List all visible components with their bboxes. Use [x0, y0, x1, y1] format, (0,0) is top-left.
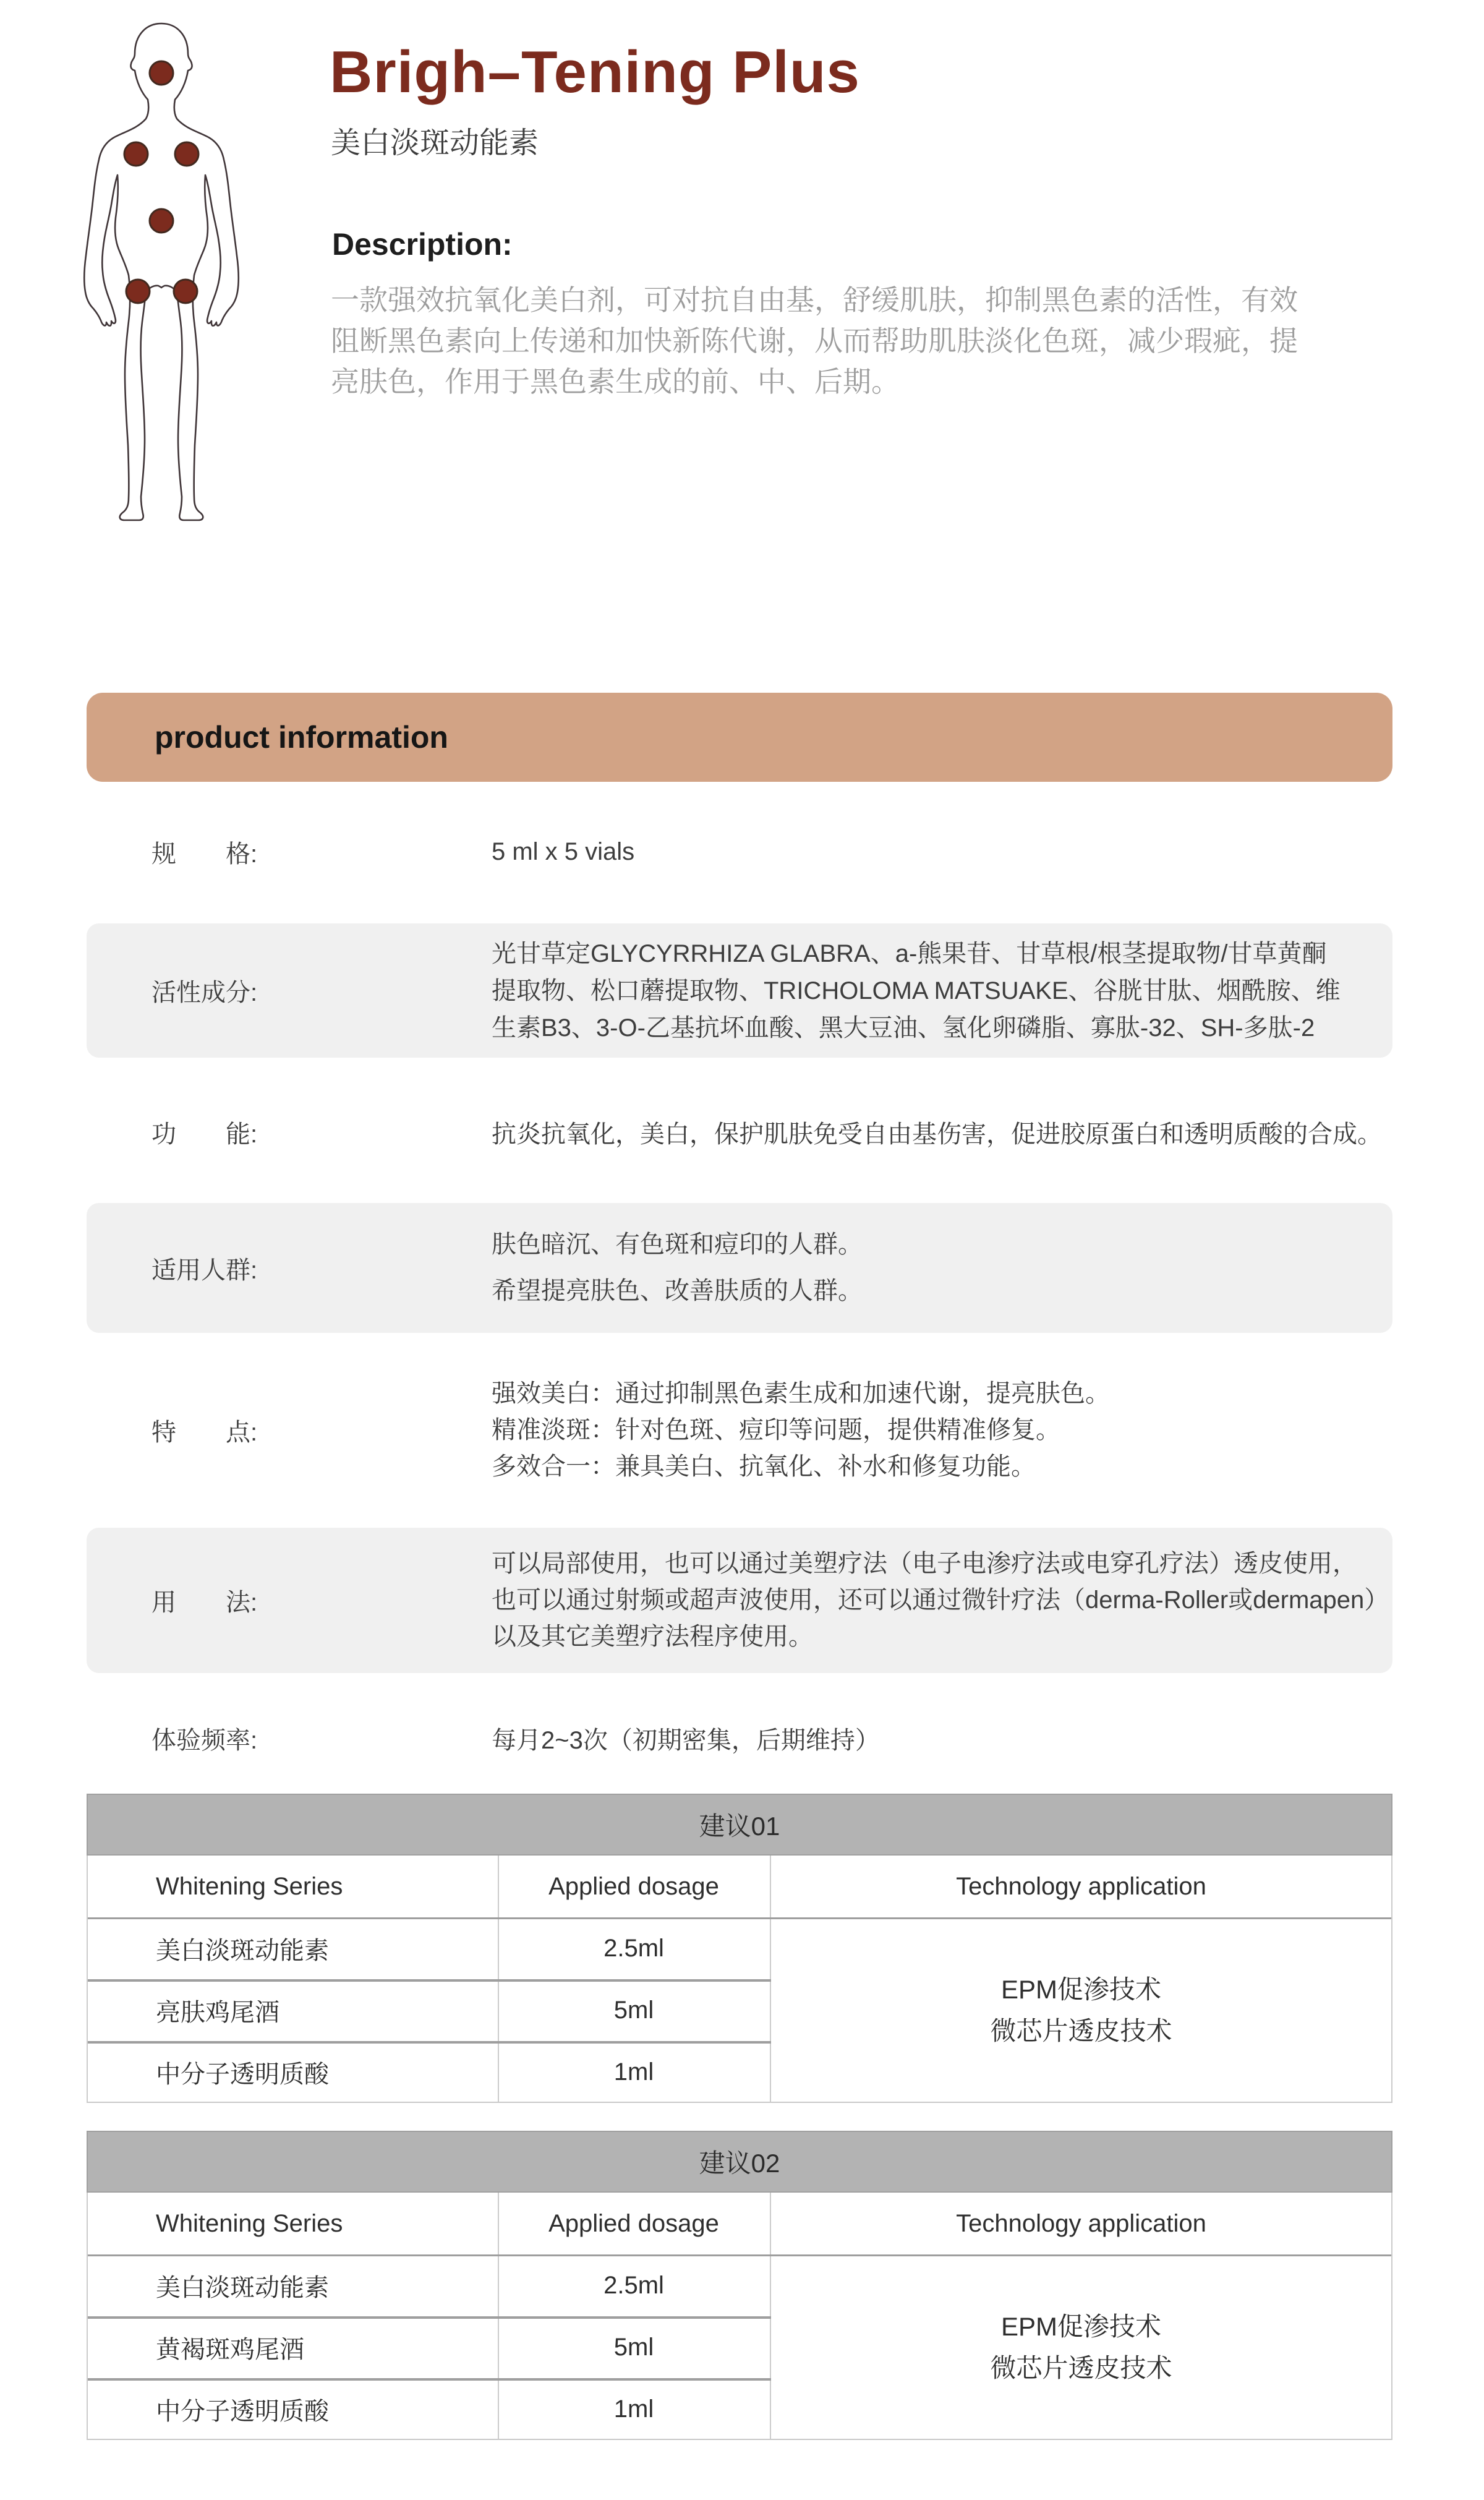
info-row-function	[87, 1113, 1392, 1150]
info-label: 活性成分:	[151, 979, 258, 1006]
info-value-line: 肤色暗沉、有色斑和痘印的人群。	[492, 1231, 863, 1258]
treatment-point-dot	[175, 142, 198, 166]
info-label: 体验频率:	[151, 1726, 258, 1754]
suggestion-table-02	[87, 2131, 1392, 2440]
page-title: Brigh–Tening Plus	[330, 39, 860, 105]
info-label: 特 点:	[151, 1419, 258, 1446]
table-cell-product: 亮肤鸡尾酒	[156, 1998, 279, 2026]
column-header: Applied dosage	[548, 1872, 719, 1900]
suggestion-table-01	[87, 1794, 1392, 2103]
info-row-usage	[87, 1528, 1392, 1673]
technology-cell	[770, 1917, 1392, 2103]
info-value-line: 多效合一：兼具美白、抗氧化、补水和修复功能。	[492, 1453, 1036, 1480]
info-value-line: 提取物、松口蘑提取物、TRICHOLOMA MATSUAKE、谷胱甘肽、烟酰胺、维	[492, 977, 1341, 1004]
description-line: 阻断黑色素向上传递和加快新陈代谢，从而帮助肌肤淡化色斑，减少瑕疵，提	[331, 325, 1298, 357]
table-cell-dosage: 1ml	[613, 2058, 654, 2086]
body-outline	[84, 24, 239, 520]
treatment-point-dot	[150, 61, 173, 85]
info-label: 用 法:	[151, 1589, 258, 1616]
treatment-point-dot	[174, 280, 197, 303]
info-value: 5 ml x 5 vials	[492, 837, 635, 865]
info-row-features	[87, 1376, 1392, 1484]
info-label: 规 格:	[151, 840, 258, 868]
table-title: 建议01	[699, 1812, 780, 1841]
table-cell-dosage: 2.5ml	[603, 1934, 664, 1962]
description-text	[331, 280, 1298, 402]
technology-line: EPM促渗技术	[1000, 2312, 1161, 2341]
info-value-line: 可以局部使用，也可以通过美塑疗法（电子电渗疗法或电穿孔疗法）透皮使用，	[492, 1550, 1357, 1577]
table-cell-dosage: 2.5ml	[603, 2271, 664, 2299]
table-cell-product: 中分子透明质酸	[156, 2397, 329, 2425]
table-cell-dosage: 1ml	[613, 2395, 654, 2423]
technology-line: 微芯片透皮技术	[990, 2353, 1172, 2382]
info-label: 适用人群:	[151, 1256, 258, 1284]
table-title-bar	[87, 2131, 1392, 2193]
column-header: Whitening Series	[156, 2209, 343, 2237]
column-header: Applied dosage	[548, 2209, 719, 2237]
table-cell-product: 中分子透明质酸	[156, 2060, 329, 2088]
technology-line: EPM促渗技术	[1000, 1975, 1161, 2004]
info-value-line: 强效美白：通过抑制黑色素生成和加速代谢，提亮肤色。	[492, 1380, 1110, 1407]
column-header: Technology application	[956, 2209, 1206, 2237]
treatment-point-dot	[124, 142, 148, 166]
description-line: 亮肤色，作用于黑色素生成的前、中、后期。	[331, 366, 900, 398]
section-header-bar	[87, 693, 1392, 782]
treatment-point-dot	[126, 280, 150, 303]
info-value-line: 也可以通过射频或超声波使用，还可以通过微针疗法（derma-Roller或dermapen）	[492, 1586, 1389, 1614]
technology-line: 微芯片透皮技术	[990, 2016, 1172, 2045]
treatment-point-dot	[150, 209, 173, 233]
page-subtitle: 美白淡斑动能素	[331, 127, 539, 160]
table-cell-product: 美白淡斑动能素	[156, 2274, 329, 2301]
table-cell-product: 黄褐斑鸡尾酒	[156, 2335, 304, 2363]
table-title: 建议02	[699, 2149, 780, 2178]
info-value-line: 以及其它美塑疗法程序使用。	[492, 1623, 813, 1650]
info-value: 每月2~3次（初期密集，后期维持）	[492, 1726, 880, 1754]
table-cell-dosage: 5ml	[613, 2333, 654, 2361]
body-figure-illustration	[78, 19, 245, 533]
info-row-active-ingredients	[87, 923, 1392, 1058]
info-value-line: 希望提亮肤色、改善肤质的人群。	[492, 1277, 863, 1304]
table-cell-dosage: 5ml	[613, 1996, 654, 2024]
info-row-target-users	[87, 1203, 1392, 1333]
info-row-frequency	[87, 1719, 1392, 1757]
section-header-label: product information	[155, 720, 448, 755]
info-value-line: 光甘草定GLYCYRRHIZA GLABRA、a-熊果苷、甘草根/根茎提取物/甘草黄酮	[492, 940, 1327, 967]
info-label: 功 能:	[151, 1120, 258, 1148]
description-line: 一款强效抗氧化美白剂，可对抗自由基，舒缓肌肤，抑制黑色素的活性，有效	[331, 284, 1298, 316]
info-value-line: 精准淡斑：针对色斑、痘印等问题，提供精准修复。	[492, 1416, 1060, 1444]
table-cell-product: 美白淡斑动能素	[156, 1937, 329, 1964]
column-header: Whitening Series	[156, 1872, 343, 1900]
description-heading: Description:	[332, 227, 513, 262]
table-title-bar	[87, 1794, 1392, 1856]
column-header: Technology application	[956, 1872, 1206, 1900]
info-row-spec	[87, 833, 1392, 870]
info-value: 抗炎抗氧化，美白，保护肌肤免受自由基伤害，促进胶原蛋白和透明质酸的合成。	[492, 1120, 1382, 1148]
technology-cell	[770, 2254, 1392, 2440]
info-value-line: 生素B3、3-O-乙基抗坏血酸、黑大豆油、氢化卵磷脂、寡肽-32、SH-多肽-2	[492, 1014, 1315, 1042]
